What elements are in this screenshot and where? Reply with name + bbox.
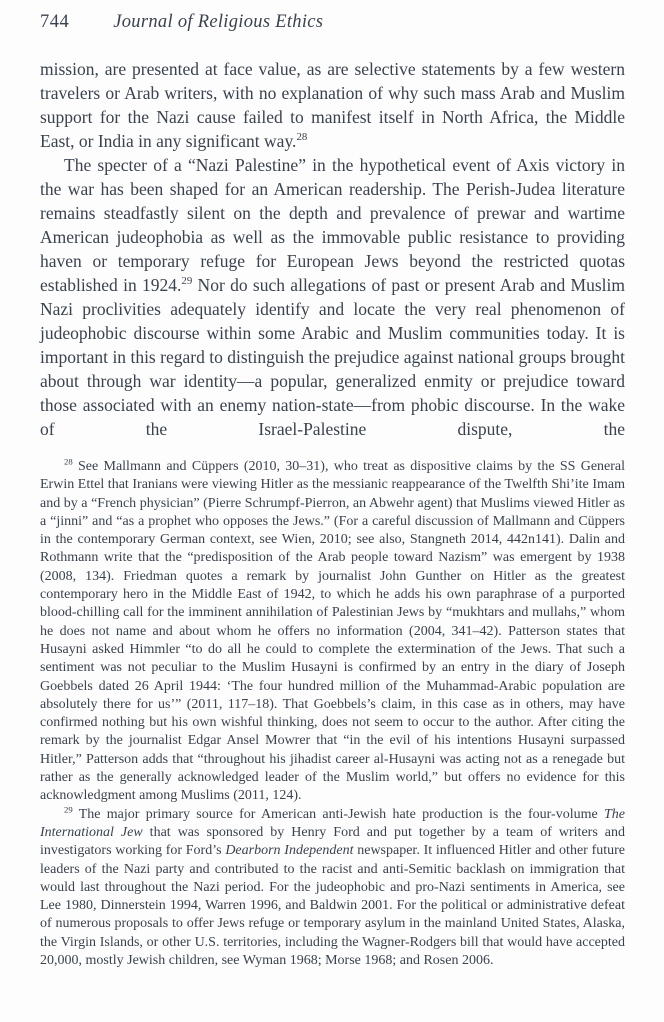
body-paragraph [40,57,625,153]
footnote-ref-29: 29 [181,275,193,288]
footnote-marker: 28 [64,456,73,467]
footnotes-section [40,458,625,970]
article-body [40,57,625,441]
text-run: The specter of a “Nazi Palestine” in the hypothetical event of Axis victory in the war has been shaped for an American readership. The Perish-Judea literature remains steadfastly silent on the depth and prevalence of prewar and wartime American judeophobia as well as the immovable public resistance to providing haven or temporary refuge for European Jews beyond the restricted quotas established in 1924. [40,155,625,295]
footnote-28 [40,458,625,806]
italic-title: Dearborn Independent [225,843,354,859]
footnote-29 [40,803,625,971]
text-run: that was sponsored by Henry Ford and put together by a team of writers and investigators working for Ford’s [40,824,625,859]
running-head [40,12,625,33]
text-run: mission, are presented at face value, as are selective statements by a few western travelers or Arab writers, with no explanation of why such mass Arab and Muslim support for the Nazi cause failed to manifest itself in North Africa, the Middle East, or India in any significant way. [40,59,625,151]
journal-title: Journal of Religious Ethics [113,12,324,32]
text-run: Nor do such allegations of past or present Arab and Muslim Nazi proclivities adequately identify and locate the very real phenomenon of judeophobic discourse within some Arabic and Muslim communities today. It is important in this regard to distinguish the prejudice against national groups brought about through war identity—a popular, generalized enmity or prejudice toward those associated with an enemy nation-state—from phobic discourse. In the wake of the Israel-Palestine dispute, the [40,275,625,439]
italic-title: The International Jew [40,806,625,840]
footnote-ref-28: 28 [296,131,308,144]
text-run: The major primary source for American anti-Jewish hate production is the four-volume [78,806,604,822]
text-run: newspaper. It influenced Hitler and other future leaders of the Nazi party and contributed to the racist and anti-Semitic backlash on immigration that would last throughout the Nazi period. For the judeophobic and pro-Nazi sentiments in America, see Lee 1980, Dinnerstein 1994, Warren 1996, and Baldwin 2001. For the political or administrative defeat of numerous proposals to offer Jews refuge or temporary asylum in the mainland United States, Alaska, the Virgin Islands, or other U.S. territories, including the Wagner-Rodgers bill that would have accepted 20,000, mostly Jewish children, see Wyman 1968; Morse 1968; and Rosen 2006. [40,843,625,969]
page-number: 744 [40,12,70,32]
footnote-marker: 29 [64,803,73,814]
text-run: See Mallmann and Cüppers (2010, 30–31), who treat as dispositive claims by the SS General Erwin Ettel that Iranians were viewing Hitler as the messianic reappearance of the Twelfth Shi’ite Imam and by a “French physician” (Pierre Schrumpf-Pierron, an Abwehr agent) that Muslims viewed Hitler as a “jinni” and “as a prophet who opposes the Jews.” (For a careful discussion of Mallmann and Cüppers in the contemporary German context, see Wien, 2010; see also, Stangneth 2014, 442n141). Dalin and Rothmann write that the “predisposition of the Arab people toward Nazism” was emergent by 1938 (2008, 134). Friedman quotes a remark by journalist John Gunther on Hitler as the greatest contemporary hero in the Middle East of 1942, to which he adds his own paraphrase of a purported blood-chilling call for the imminent annihilation of Palestinian Jews by “mukhtars and mullahs,” whom he does not name and about whom he offers no information (2004, 341–42). Patterson states that Husayni asked Himmler “to do all he could to complete the extermination of the Jews. That such a sentiment was not peculiar to the Muslim Husayni is confirmed by an entry in the diary of Joseph Goebbels dated 26 April 1944: ‘The four hundred million of the Muhammad-Arabic population are absolutely there for us’” (2011, 117–18). That Goebbels’s claim, in this case as in others, may have confirmed nothing but his own wishful thinking, does not seem to occur to the author. After citing the remark by the journalist Edgar Ansel Mowrer that “in the evil of his intentions Husayni surpassed Hitler,” Patterson adds that “throughout his jihadist career al-Husayni was acting not as a renegade but rather as the generally acknowledged leader of the Muslim world,” but offers no evidence for this acknowledgment among Muslims (2011, 124). [40,459,626,804]
body-paragraph [40,153,625,441]
